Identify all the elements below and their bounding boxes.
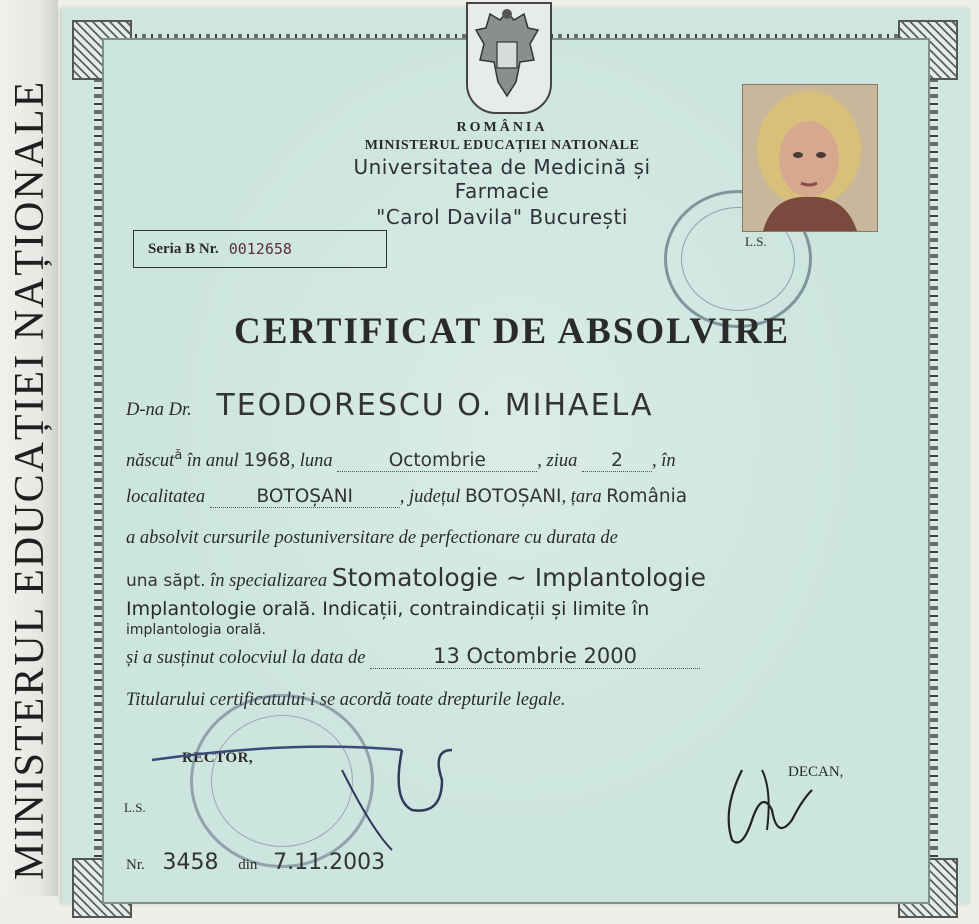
born-suffix: ă xyxy=(174,448,183,463)
country-value: România xyxy=(606,486,688,507)
issuer-header xyxy=(322,120,682,229)
decan-signature xyxy=(702,750,832,860)
university-name-line2: "Carol Davila" București xyxy=(376,205,628,229)
din-label: din xyxy=(238,857,258,873)
birth-line xyxy=(126,448,926,472)
birth-month: Octombrie xyxy=(337,450,537,472)
born-label: născut xyxy=(126,451,175,472)
photo-ls-label: L.S. xyxy=(745,234,767,249)
country-heading: ROMÂNIA xyxy=(456,120,548,135)
ministry-heading: MINISTERUL EDUCAȚIEI NATIONALE xyxy=(364,138,640,153)
footer-ls-label: L.S. xyxy=(124,800,146,815)
colloquium-label: și a susținut colocviul la data de xyxy=(126,648,366,668)
vertical-ministry-text: MINISTERUL EDUCAȚIEI NAȚIONALE xyxy=(7,79,53,880)
serial-label: Seria B Nr. xyxy=(148,240,219,257)
country-label: , țara xyxy=(561,487,602,507)
month-label: , luna xyxy=(290,451,333,472)
decan-label: DECAN, xyxy=(788,764,844,780)
course-duration: una săpt. xyxy=(126,571,206,591)
day-label: , ziua xyxy=(537,451,578,472)
specialization-line xyxy=(126,563,926,592)
county-label: , județul xyxy=(399,487,461,507)
birth-day: 2 xyxy=(582,450,652,472)
course-line: a absolvit cursurile postuniversitare de perfectionare cu durata de xyxy=(126,528,618,548)
certificate-title: CERTIFICAT DE ABSOLVIRE xyxy=(233,311,790,352)
year-label: în anul xyxy=(186,451,239,472)
county-value: BOTOȘANI xyxy=(465,486,562,507)
topic-line-1: Implantologie orală. Indicații, contraindicații și limite în xyxy=(126,598,650,620)
birth-year: 1968 xyxy=(243,450,291,472)
locality-value: BOTOȘANI xyxy=(210,486,400,508)
honorific: D-na Dr. xyxy=(126,400,192,420)
adjacent-page-strip xyxy=(0,0,58,896)
nr-label: Nr. xyxy=(126,857,145,873)
topic-line-2: implantologia orală. xyxy=(126,622,266,638)
colloquium-date: 13 Octombrie 2000 xyxy=(370,644,700,669)
university-name: Universitatea de Medicină și Farmacie xyxy=(353,155,651,203)
rights-line: Titularului certificatului i se acordă toate drepturile legale. xyxy=(126,690,566,710)
serial-number: 0012658 xyxy=(228,240,292,258)
holder-name-line xyxy=(126,388,926,423)
coat-of-arms-icon xyxy=(466,2,552,114)
specialization-label: în specializarea xyxy=(210,571,328,591)
registry-line xyxy=(126,850,385,875)
specialization-value: Stomatologie ~ Implantologie xyxy=(331,563,707,592)
rector-label: RECTOR, xyxy=(182,750,254,766)
holder-name: TEODORESCU O. MIHAELA xyxy=(216,388,654,423)
locality-label: localitatea xyxy=(126,487,206,507)
locality-line xyxy=(126,486,926,508)
rector-signature xyxy=(142,720,472,860)
nr-value: 3458 xyxy=(162,850,219,875)
in-label: , în xyxy=(652,451,676,472)
holder-photo xyxy=(742,84,878,232)
colloquium-line xyxy=(126,644,926,669)
serial-number-box xyxy=(133,230,387,268)
registry-date: 7.11.2003 xyxy=(273,850,386,875)
certificate-sheet xyxy=(62,8,970,904)
